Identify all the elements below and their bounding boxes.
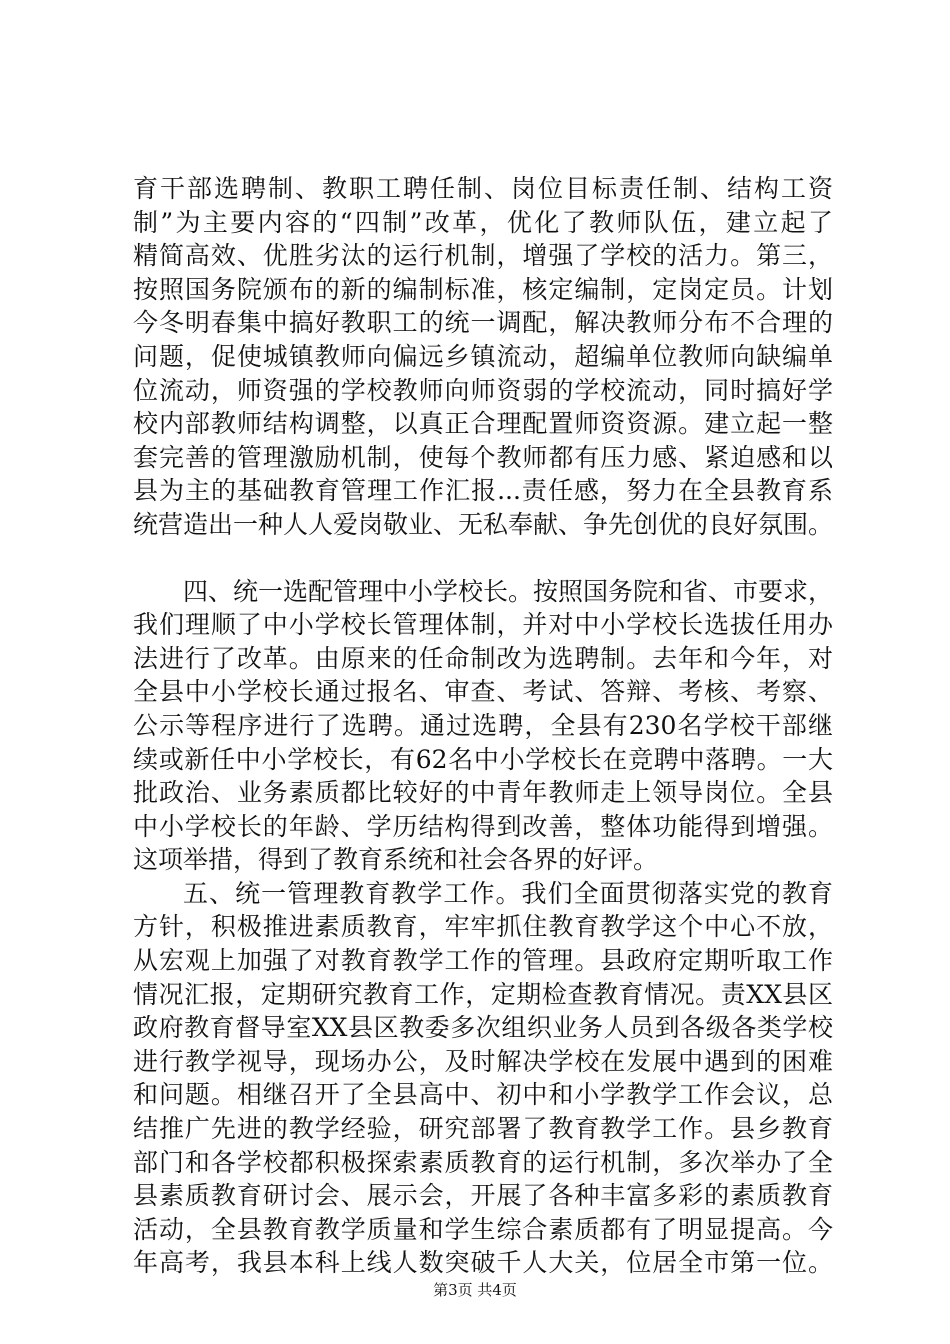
- document-body: [133, 172, 833, 1280]
- text-line: 全县中小学校长通过报名、审查、考试、答辩、考核、考察、: [133, 677, 833, 707]
- text-line: 中小学校长的年龄、学历结构得到改善，整体功能得到增强。: [133, 811, 833, 841]
- text-line: 精简高效、优胜劣汰的运行机制，增强了学校的活力。第三，: [133, 241, 833, 271]
- text-line: 进行教学视导，现场办公，及时解决学校在发展中遇到的困难: [133, 1046, 833, 1076]
- page-number-footer: 第3页 共4页: [433, 1281, 517, 1299]
- text-line: 问题，促使城镇教师向偏远乡镇流动，超编单位教师向缺编单: [133, 341, 833, 371]
- text-line: 这项举措，得到了教育系统和社会各界的好评。: [133, 845, 659, 875]
- text-line: 情况汇报，定期研究教育工作，定期检查教育情况。责XX县区: [133, 979, 833, 1009]
- text-line: 县素质教育研讨会、展示会，开展了各种丰富多彩的素质教育: [133, 1181, 833, 1211]
- text-line: 结推广先进的教学经验，研究部署了教育教学工作。县乡教育: [133, 1114, 833, 1144]
- text-line: 我们理顺了中小学校长管理体制，并对中小学校长选拔任用办: [133, 610, 833, 640]
- paragraph-3: [133, 877, 833, 1280]
- text-line: 年高考，我县本科上线人数突破千人大关，位居全市第一位。: [133, 1248, 833, 1278]
- text-line: 方针，积极推进素质教育，牢牢抓住教育教学这个中心不放，: [133, 912, 833, 942]
- text-line: 续或新任中小学校长，有62名中小学校长在竞聘中落聘。一大: [133, 744, 833, 774]
- paragraph-1: [133, 172, 833, 542]
- text-line: 活动，全县教育教学质量和学生综合素质都有了明显提高。今: [133, 1214, 833, 1244]
- text-line: 县为主的基础教育管理工作汇报...责任感，努力在全县教育系: [133, 476, 833, 506]
- text-line: 制”为主要内容的“四制”改革，优化了教师队伍，建立起了: [133, 207, 833, 237]
- text-line: 政府教育督导室XX县区教委多次组织业务人员到各级各类学校: [133, 1013, 833, 1043]
- paragraph-gap: [133, 542, 833, 575]
- text-line: 五、统一管理教育教学工作。我们全面贯彻落实党的教育: [183, 878, 833, 908]
- text-line: 按照国务院颁布的新的编制标准，核定编制，定岗定员。计划: [133, 274, 833, 304]
- text-line: 部门和各学校都积极探索素质教育的运行机制，多次举办了全: [133, 1147, 833, 1177]
- text-line: 法进行了改革。由原来的任命制改为选聘制。去年和今年，对: [133, 643, 833, 673]
- text-line: 公示等程序进行了选聘。通过选聘，全县有230名学校干部继: [133, 710, 833, 740]
- text-line: 统营造出一种人人爱岗敬业、无私奉献、争先创优的良好氛围。: [133, 509, 834, 539]
- text-line: 四、统一选配管理中小学校长。按照国务院和省、市要求，: [183, 576, 834, 606]
- paragraph-2: [133, 575, 833, 877]
- text-line: 从宏观上加强了对教育教学工作的管理。县政府定期听取工作: [133, 946, 833, 976]
- text-line: 今冬明春集中搞好教职工的统一调配，解决教师分布不合理的: [133, 308, 833, 338]
- text-line: 套完善的管理激励机制，使每个教师都有压力感、紧迫感和以: [133, 442, 833, 472]
- text-line: 校内部教师结构调整，以真正合理配置师资资源。建立起一整: [133, 409, 833, 439]
- text-line: 批政治、业务素质都比较好的中青年教师走上领导岗位。全县: [133, 778, 833, 808]
- text-line: 和问题。相继召开了全县高中、初中和小学教学工作会议，总: [133, 1080, 833, 1110]
- text-line: 位流动，师资强的学校教师向师资弱的学校流动，同时搞好学: [133, 375, 833, 405]
- text-line: 育干部选聘制、教职工聘任制、岗位目标责任制、结构工资: [133, 174, 833, 203]
